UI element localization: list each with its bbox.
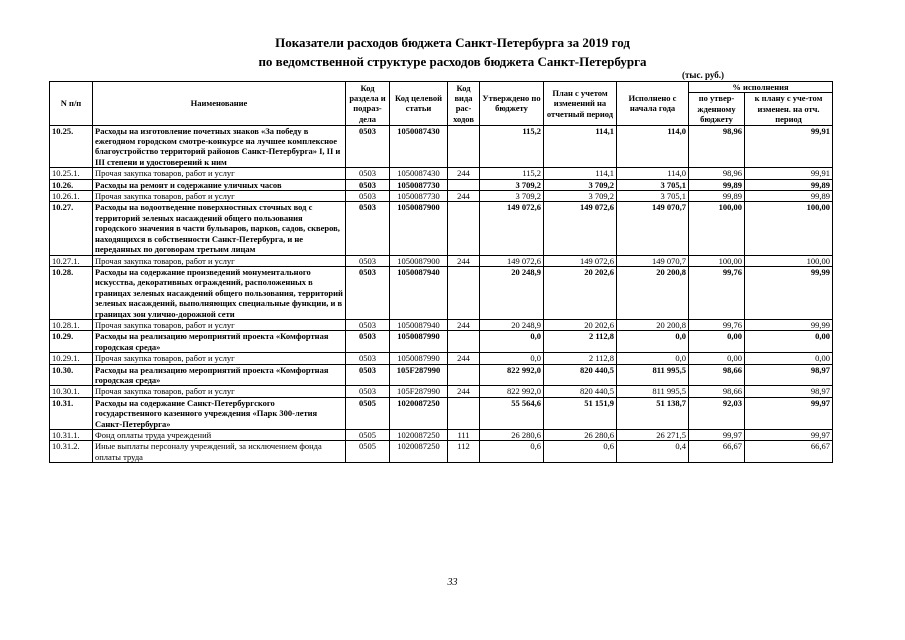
cell-num: 10.25.1. <box>50 168 93 179</box>
cell-pct-approved: 0,00 <box>689 331 745 353</box>
cell-executed: 811 995,5 <box>617 364 689 386</box>
header-num: N п/п <box>50 82 93 126</box>
page-number: 33 <box>447 577 458 588</box>
cell-plan: 114,1 <box>544 168 617 179</box>
cell-type: 111 <box>448 430 480 441</box>
table-row <box>50 168 833 179</box>
cell-plan: 2 112,8 <box>544 353 617 364</box>
cell-name: Прочая закупка товаров, работ и услуг <box>93 191 346 202</box>
cell-section: 0503 <box>346 319 390 330</box>
cell-pct-plan: 66,67 <box>745 441 833 463</box>
cell-section: 0503 <box>346 353 390 364</box>
cell-pct-plan: 98,97 <box>745 364 833 386</box>
cell-approved: 115,2 <box>480 125 544 168</box>
table-row <box>50 386 833 397</box>
cell-name: Расходы на содержание Санкт-Петербургского государственного казенного учреждения «Парк 300-летия Санкт-Петербурга» <box>93 397 346 429</box>
cell-name: Расходы на содержание произведений монументального искусства, декоративных ограждений, расположенных в границах зеленых насаждений общего пользования, территорий зеленых насаждений, выполняющих специальные функции, и в границах зон улично-дорожной сети <box>93 266 346 319</box>
cell-plan: 149 072,6 <box>544 255 617 266</box>
cell-target: 1050087990 <box>390 353 448 364</box>
cell-executed: 26 271,5 <box>617 430 689 441</box>
cell-type <box>448 179 480 190</box>
cell-section: 0503 <box>346 331 390 353</box>
cell-pct-approved: 100,00 <box>689 255 745 266</box>
cell-pct-approved: 92,03 <box>689 397 745 429</box>
cell-section: 0503 <box>346 125 390 168</box>
cell-pct-plan: 98,97 <box>745 386 833 397</box>
cell-approved: 20 248,9 <box>480 266 544 319</box>
cell-type: 112 <box>448 441 480 463</box>
table-header-row <box>50 82 833 93</box>
table-body <box>50 125 833 463</box>
cell-section: 0503 <box>346 168 390 179</box>
cell-pct-plan: 0,00 <box>745 331 833 353</box>
cell-pct-approved: 99,89 <box>689 179 745 190</box>
table-row <box>50 430 833 441</box>
cell-type <box>448 397 480 429</box>
header-approved: Утверждено по бюджету <box>480 82 544 126</box>
cell-target: 1050087940 <box>390 266 448 319</box>
table-row <box>50 125 833 168</box>
cell-approved: 20 248,9 <box>480 319 544 330</box>
cell-num: 10.27. <box>50 202 93 255</box>
table-row <box>50 353 833 364</box>
cell-section: 0503 <box>346 191 390 202</box>
cell-type <box>448 266 480 319</box>
cell-num: 10.28.1. <box>50 319 93 330</box>
cell-target: 1050087990 <box>390 331 448 353</box>
cell-plan: 820 440,5 <box>544 364 617 386</box>
cell-section: 0503 <box>346 266 390 319</box>
table-row <box>50 179 833 190</box>
cell-name: Расходы на водоотведение поверхностных сточных вод с территорий зеленых насаждений общего пользования городского значения в части бульваров, парков, садов, скверов, находящихся в собственности Санкт-Петербурга, и не переданных по договорам третьим лицам <box>93 202 346 255</box>
cell-target: 1020087250 <box>390 441 448 463</box>
cell-target: 1050087900 <box>390 202 448 255</box>
cell-executed: 3 705,1 <box>617 191 689 202</box>
cell-approved: 149 072,6 <box>480 202 544 255</box>
cell-num: 10.30. <box>50 364 93 386</box>
cell-pct-approved: 99,76 <box>689 319 745 330</box>
cell-type: 244 <box>448 353 480 364</box>
cell-name: Расходы на ремонт и содержание уличных часов <box>93 179 346 190</box>
cell-executed: 3 705,1 <box>617 179 689 190</box>
cell-pct-plan: 99,97 <box>745 397 833 429</box>
cell-name: Прочая закупка товаров, работ и услуг <box>93 386 346 397</box>
cell-plan: 0,6 <box>544 441 617 463</box>
cell-target: 1050087900 <box>390 255 448 266</box>
cell-section: 0503 <box>346 179 390 190</box>
cell-pct-approved: 98,96 <box>689 125 745 168</box>
cell-type: 244 <box>448 386 480 397</box>
header-pct-group: % исполнения <box>689 82 833 93</box>
table-row <box>50 397 833 429</box>
cell-approved: 3 709,2 <box>480 179 544 190</box>
cell-plan: 51 151,9 <box>544 397 617 429</box>
cell-pct-plan: 99,89 <box>745 179 833 190</box>
cell-type: 244 <box>448 168 480 179</box>
cell-section: 0505 <box>346 441 390 463</box>
cell-executed: 811 995,5 <box>617 386 689 397</box>
cell-executed: 149 070,7 <box>617 202 689 255</box>
cell-executed: 20 200,8 <box>617 319 689 330</box>
table-row <box>50 441 833 463</box>
cell-name: Расходы на изготовление почетных знаков «За победу в ежегодном городском смотре-конкурсе на лучшее комплексное благоустройство территорий районов Санкт-Петербурга» I, II и III степени и удостоверений к ним <box>93 125 346 168</box>
cell-pct-plan: 99,89 <box>745 191 833 202</box>
cell-num: 10.29. <box>50 331 93 353</box>
cell-type: 244 <box>448 319 480 330</box>
cell-executed: 149 070,7 <box>617 255 689 266</box>
cell-pct-approved: 0,00 <box>689 353 745 364</box>
header-executed: Исполнено с начала года <box>617 82 689 126</box>
cell-num: 10.26.1. <box>50 191 93 202</box>
cell-executed: 114,0 <box>617 168 689 179</box>
cell-section: 0503 <box>346 364 390 386</box>
units-label: (тыс. руб.) <box>682 70 724 80</box>
cell-executed: 0,0 <box>617 331 689 353</box>
cell-num: 10.29.1. <box>50 353 93 364</box>
cell-section: 0505 <box>346 430 390 441</box>
cell-name: Прочая закупка товаров, работ и услуг <box>93 255 346 266</box>
cell-plan: 3 709,2 <box>544 191 617 202</box>
cell-approved: 822 992,0 <box>480 386 544 397</box>
cell-executed: 114,0 <box>617 125 689 168</box>
cell-approved: 0,0 <box>480 331 544 353</box>
cell-pct-approved: 98,96 <box>689 168 745 179</box>
cell-plan: 26 280,6 <box>544 430 617 441</box>
cell-pct-plan: 99,99 <box>745 266 833 319</box>
header-target: Код целевой статьи <box>390 82 448 126</box>
page-title: Показатели расходов бюджета Санкт-Петербурга за 2019 год <box>275 35 630 50</box>
cell-pct-approved: 66,67 <box>689 441 745 463</box>
table-row <box>50 319 833 330</box>
table-row <box>50 331 833 353</box>
cell-target: 105F287990 <box>390 386 448 397</box>
cell-plan: 149 072,6 <box>544 202 617 255</box>
cell-executed: 51 138,7 <box>617 397 689 429</box>
cell-plan: 114,1 <box>544 125 617 168</box>
cell-pct-approved: 100,00 <box>689 202 745 255</box>
cell-name: Фонд оплаты труда учреждений <box>93 430 346 441</box>
table-row <box>50 255 833 266</box>
cell-name: Расходы на реализацию мероприятий проекта «Комфортная городская среда» <box>93 364 346 386</box>
cell-pct-plan: 99,91 <box>745 168 833 179</box>
cell-section: 0503 <box>346 255 390 266</box>
cell-num: 10.28. <box>50 266 93 319</box>
cell-pct-approved: 99,76 <box>689 266 745 319</box>
header-pct-approved: по утвер-жденному бюджету <box>689 93 745 125</box>
cell-num: 10.31.2. <box>50 441 93 463</box>
table-row <box>50 191 833 202</box>
cell-plan: 2 112,8 <box>544 331 617 353</box>
cell-pct-plan: 99,99 <box>745 319 833 330</box>
cell-approved: 822 992,0 <box>480 364 544 386</box>
cell-type <box>448 364 480 386</box>
cell-num: 10.25. <box>50 125 93 168</box>
cell-approved: 26 280,6 <box>480 430 544 441</box>
cell-target: 1020087250 <box>390 397 448 429</box>
table-row <box>50 266 833 319</box>
cell-pct-plan: 100,00 <box>745 202 833 255</box>
header-type: Код вида рас-ходов <box>448 82 480 126</box>
cell-approved: 0,6 <box>480 441 544 463</box>
cell-plan: 820 440,5 <box>544 386 617 397</box>
cell-section: 0503 <box>346 202 390 255</box>
cell-approved: 3 709,2 <box>480 191 544 202</box>
cell-type: 244 <box>448 255 480 266</box>
cell-num: 10.26. <box>50 179 93 190</box>
header-pct-plan: к плану с уче-том изменен. на отч. период <box>745 93 833 125</box>
cell-num: 10.27.1. <box>50 255 93 266</box>
cell-target: 1050087940 <box>390 319 448 330</box>
cell-executed: 20 200,8 <box>617 266 689 319</box>
cell-plan: 20 202,6 <box>544 266 617 319</box>
cell-target: 1050087430 <box>390 168 448 179</box>
page-subtitle: по ведомственной структуре расходов бюджета Санкт-Петербурга <box>258 54 647 69</box>
cell-section: 0503 <box>346 386 390 397</box>
cell-pct-plan: 99,97 <box>745 430 833 441</box>
cell-num: 10.31. <box>50 397 93 429</box>
cell-type <box>448 125 480 168</box>
cell-pct-plan: 100,00 <box>745 255 833 266</box>
cell-target: 1050087430 <box>390 125 448 168</box>
cell-name: Прочая закупка товаров, работ и услуг <box>93 168 346 179</box>
cell-num: 10.30.1. <box>50 386 93 397</box>
cell-plan: 20 202,6 <box>544 319 617 330</box>
cell-approved: 55 564,6 <box>480 397 544 429</box>
cell-target: 1050087730 <box>390 191 448 202</box>
header-plan: План с учетом изменений на отчетный период <box>544 82 617 126</box>
cell-plan: 3 709,2 <box>544 179 617 190</box>
cell-approved: 149 072,6 <box>480 255 544 266</box>
cell-executed: 0,0 <box>617 353 689 364</box>
budget-table <box>49 81 833 463</box>
cell-target: 1050087730 <box>390 179 448 190</box>
cell-target: 105F287990 <box>390 364 448 386</box>
table-row <box>50 364 833 386</box>
cell-section: 0505 <box>346 397 390 429</box>
cell-pct-approved: 98,66 <box>689 386 745 397</box>
cell-approved: 0,0 <box>480 353 544 364</box>
cell-type <box>448 331 480 353</box>
cell-approved: 115,2 <box>480 168 544 179</box>
cell-num: 10.31.1. <box>50 430 93 441</box>
cell-pct-approved: 99,97 <box>689 430 745 441</box>
cell-pct-plan: 0,00 <box>745 353 833 364</box>
cell-target: 1020087250 <box>390 430 448 441</box>
cell-name: Иные выплаты персоналу учреждений, за исключением фонда оплаты труда <box>93 441 346 463</box>
cell-pct-approved: 99,89 <box>689 191 745 202</box>
header-section: Код раздела и подраз-дела <box>346 82 390 126</box>
cell-type: 244 <box>448 191 480 202</box>
cell-name: Расходы на реализацию мероприятий проекта «Комфортная городская среда» <box>93 331 346 353</box>
header-name: Наименование <box>93 82 346 126</box>
cell-type <box>448 202 480 255</box>
cell-name: Прочая закупка товаров, работ и услуг <box>93 353 346 364</box>
cell-pct-plan: 99,91 <box>745 125 833 168</box>
cell-pct-approved: 98,66 <box>689 364 745 386</box>
cell-name: Прочая закупка товаров, работ и услуг <box>93 319 346 330</box>
table-row <box>50 202 833 255</box>
cell-executed: 0,4 <box>617 441 689 463</box>
